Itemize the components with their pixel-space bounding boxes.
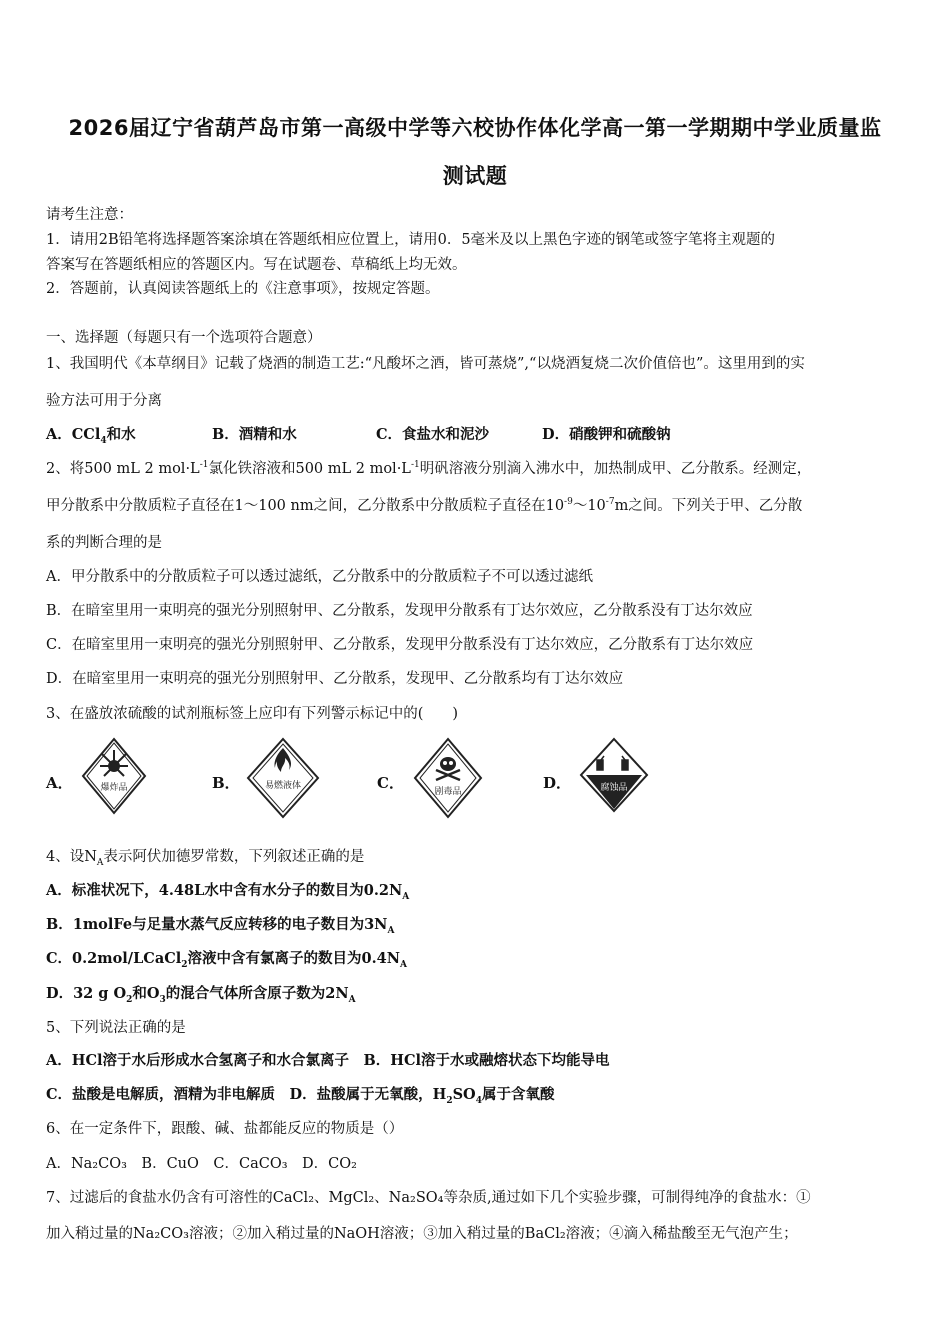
q4-option-b: B．1molFe与足量水蒸气反应转移的电子数目为$3N_A$ bbox=[46, 916, 395, 936]
q7-stem-2: 加入稍过量的Na₂CO₃溶液；②加入稍过量的NaOH溶液；③加入稍过量的BaCl₂溶液；④滴入稀盐酸至无气泡产生； bbox=[46, 1226, 798, 1242]
q1-stem-1: 1、我国明代《本草纲目》记载了烧酒的制造工艺:“凡酸坏之酒，皆可蒸烧”,“以烧酒复烧二次价值倍也”。这里用到的实 bbox=[46, 356, 805, 372]
q1-option-b: B．酒精和水 bbox=[212, 426, 297, 443]
sign-text-explosive: 爆炸品 bbox=[100, 783, 128, 793]
q4-stem: 4、设$N_A$表示阿伏加德罗常数，下列叙述正确的是 bbox=[46, 849, 365, 868]
q2-stem-1: 2、将500 mL 2 $mol\cdot L^{-1}$氯化铁溶液和500 mL 2 $mol\cdot L^{-1}$明矾溶液分别滴入沸水中，加热制成甲、乙分散系。经测定， bbox=[46, 460, 812, 477]
q5-options-ab: A．HCl溶于水后形成水合氢离子和水合氯离子 B．HCl溶于水或融熔状态下均能导电 bbox=[46, 1052, 610, 1069]
q4-option-a: A．标准状况下，4.48L水中含有水分子的数目为$0.2N_A$ bbox=[46, 882, 410, 902]
q3-stem: 3、在盛放浓硫酸的试剂瓶标签上应印有下列警示标记中的( ) bbox=[46, 706, 459, 722]
q2-option-b: B．在暗室里用一束明亮的强光分别照射甲、乙分散系，发现甲分散系有丁达尔效应，乙分散系没有丁达尔效应 bbox=[46, 603, 753, 619]
q4-option-c: C．0.2mol/LCaCl$_2$溶液中含有氯离子的数目为$0.4N_A$ bbox=[46, 950, 407, 970]
section-heading: 一、选择题（每题只有一个选项符合题意） bbox=[46, 330, 322, 346]
q1-option-d: D．硝酸钾和硫酸钠 bbox=[542, 426, 671, 443]
q3-label-b: B． bbox=[212, 774, 240, 792]
q6-stem: 6、在一定条件下，跟酸、碱、盐都能反应的物质是（） bbox=[46, 1121, 404, 1137]
q2-option-a: A．甲分散系中的分散质粒子可以透过滤纸，乙分散系中的分散质粒子不可以透过滤纸 bbox=[46, 569, 593, 585]
q3-label-a: A． bbox=[46, 774, 73, 792]
exam-title-line2: 测试题 bbox=[442, 164, 508, 188]
q1-option-a: A．CCl$_4$和水 bbox=[46, 426, 136, 446]
q2-stem-2: 甲分散系中分散质粒子直径在1～100 nm之间，乙分散系中分散质粒子直径在$10^{-9}\sim 10^{-7}m$之间。下列关于甲、乙分散 bbox=[46, 497, 803, 514]
q7-stem-1: 7、过滤后的食盐水仍含有可溶性的CaCl₂、MgCl₂、Na₂SO₄等杂质,通过如下几个实验步骤，可制得纯净的食盐水：① bbox=[46, 1190, 811, 1206]
notice-item-1a: 1．请用2B铅笔将选择题答案涂填在答题纸相应位置上，请用0．5毫米及以上黑色字迹的钢笔或签字笔将主观题的 bbox=[46, 232, 776, 248]
q5-options-cd: C．盐酸是电解质，酒精为非电解质 D．盐酸属于无氧酸，$H_2SO_4$属于含氧酸 bbox=[46, 1086, 555, 1106]
notice-heading: 请考生注意： bbox=[46, 207, 133, 223]
notice-item-2: 2．答题前，认真阅读答题纸上的《注意事项》，按规定答题。 bbox=[46, 281, 440, 297]
q2-stem-3: 系的判断合理的是 bbox=[46, 535, 162, 551]
q4-option-d: D．32 g $O_2$和$O_3$的混合气体所含原子数为$2N_A$ bbox=[46, 985, 356, 1005]
corrosive-hazard-icon bbox=[578, 736, 650, 814]
sign-text-corrosive: 腐蚀品 bbox=[600, 783, 628, 793]
q6-options: A．Na₂CO₃ B．CuO C．CaCO₃ D．CO₂ bbox=[46, 1156, 357, 1172]
q1-stem-2: 验方法可用于分离 bbox=[46, 393, 162, 409]
toxic-hazard-icon bbox=[412, 736, 484, 820]
q2-option-d: D．在暗室里用一束明亮的强光分别照射甲、乙分散系，发现甲、乙分散系均有丁达尔效应 bbox=[46, 671, 624, 687]
q3-label-c: C． bbox=[377, 774, 404, 792]
explosive-hazard-icon bbox=[80, 736, 148, 816]
sign-text-flammable: 易燃液体 bbox=[264, 781, 302, 791]
notice-item-1b: 答案写在答题纸相应的答题区内。写在试题卷、草稿纸上均无效。 bbox=[46, 257, 467, 273]
q3-label-d: D． bbox=[543, 774, 572, 792]
q1-option-c: C．食盐水和泥沙 bbox=[376, 426, 490, 443]
flammable-liquid-hazard-icon bbox=[245, 736, 321, 820]
exam-title-line1: 2026届辽宁省葫芦岛市第一高级中学等六校协作体化学高一第一学期期中学业质量监 bbox=[68, 116, 882, 140]
q5-stem: 5、下列说法正确的是 bbox=[46, 1020, 186, 1036]
sign-text-toxic: 剧毒品 bbox=[434, 787, 462, 797]
q2-option-c: C．在暗室里用一束明亮的强光分别照射甲、乙分散系，发现甲分散系没有丁达尔效应，乙分散系有丁达尔效应 bbox=[46, 637, 754, 653]
